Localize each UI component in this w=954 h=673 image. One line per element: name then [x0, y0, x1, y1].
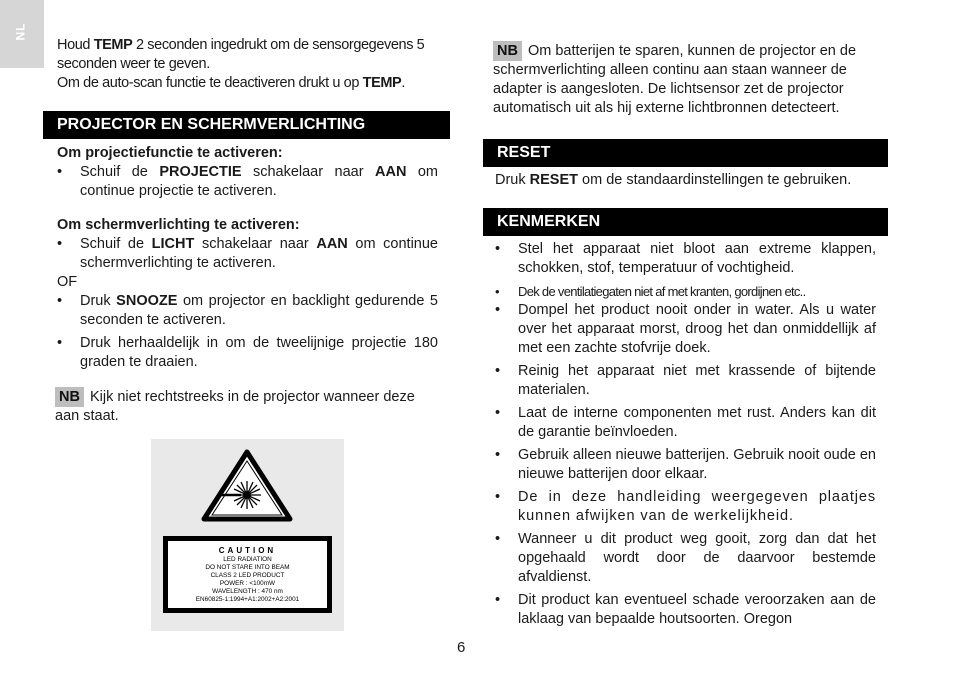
caution-label [163, 536, 332, 613]
language-tab-label: NL [13, 22, 28, 41]
caution-line: EN60825-1:1994+A1:2002+A2:2001 [195, 596, 300, 603]
list-item: • De in deze handleiding weergegeven plaatjes kunnen afwijken van de werkelijkheid. [495, 488, 876, 526]
subheading-backlight: Om schermverlichting te activeren: [57, 217, 300, 233]
features-list [495, 240, 876, 629]
language-tab [0, 0, 44, 68]
list-item: • Reinig het apparaat niet met krassende of bijtende materialen. [495, 362, 876, 400]
list-item: • Druk herhaaldelijk in om de tweelijnige projectie 180 graden te draaien. [57, 334, 438, 372]
backlight-list-2 [57, 292, 438, 372]
section-header-reset: RESET [483, 139, 888, 167]
caution-title: CAUTION [218, 546, 277, 555]
list-item: • Laat de interne componenten met rust. Anders kan dit de garantie beïnvloeden. [495, 404, 876, 442]
nb-note-right [493, 41, 876, 118]
reset-text: Druk RESET om de standaardinstellingen te gebruiken. [495, 172, 852, 188]
list-item: • Schuif de PROJECTIE schakelaar naar AAN om continue projectie te activeren. [57, 163, 438, 201]
laser-warning-icon [151, 439, 344, 539]
list-item: • Gebruik alleen nieuwe batterijen. Gebruik nooit oude en nieuwe batterijen door elkaar. [495, 446, 876, 484]
subheading-projection: Om projectiefunctie te activeren: [57, 145, 283, 161]
list-item: • Stel het apparaat niet bloot aan extreme klappen, schokken, stof, temperatuur of vochtigheid. [495, 240, 876, 278]
nb-badge: NB [55, 387, 84, 407]
backlight-list [57, 235, 438, 273]
section-header-projector: PROJECTOR EN SCHERMVERLICHTING [43, 111, 450, 139]
projection-list [57, 163, 438, 201]
intro-line-1: Houd TEMP 2 seconden ingedrukt om de sensorgegevens 5 seconden weer te geven. [57, 37, 425, 72]
nb-badge: NB [493, 41, 522, 61]
nb-text: Kijk niet rechtstreeks in de projector wanneer deze aan staat. [55, 389, 415, 424]
list-item: • Wanneer u dit product weg gooit, zorg dan dat het opgehaald wordt door de daarvoor bestemde afvaldienst. [495, 530, 876, 587]
caution-line: LED RADIATION [223, 556, 272, 563]
list-item: • Druk SNOOZE om projector en backlight gedurende 5 seconden te activeren. [57, 292, 438, 330]
left-column [57, 36, 438, 93]
caution-line: DO NOT STARE INTO BEAM [205, 564, 290, 571]
nb-text: Om batterijen te sparen, kunnen de projector en de schermverlichting alleen continu aan staan wanneer de adapter is aangesloten. De lichtsensor zet de projector automatisch uit als hij externe lichtbronnen detecteert. [493, 43, 857, 116]
caution-line: CLASS 2 LED PRODUCT [210, 572, 285, 579]
caution-line: POWER : <100mW [219, 580, 276, 587]
caution-label-inner [168, 541, 327, 608]
list-item: • Dek de ventilatiegaten niet af met kranten, gordijnen etc.. [495, 282, 876, 301]
caution-line: WAVELENGTH : 470 nm [212, 588, 283, 595]
nb-note-left [55, 387, 439, 426]
laser-warning-image [151, 439, 344, 631]
projector-section-body [57, 144, 438, 372]
list-item: • Dompel het product nooit onder in water. Als u water over het apparaat morst, droog het dan onmiddellijk af met een zachte stofvrije doek. [495, 301, 876, 358]
features-body [495, 240, 876, 629]
section-header-features: KENMERKEN [483, 208, 888, 236]
intro-line-2: Om de auto-scan functie te deactiveren drukt u op TEMP. [57, 75, 405, 91]
list-item: • Schuif de LICHT schakelaar naar AAN om continue schermverlichting te activeren. [57, 235, 438, 273]
page-number: 6 [457, 639, 466, 656]
list-item: • Dit product kan eventueel schade veroorzaken aan de laklaag van bepaalde houtsoorten. Oregon [495, 591, 876, 629]
or-label: OF [57, 274, 78, 290]
